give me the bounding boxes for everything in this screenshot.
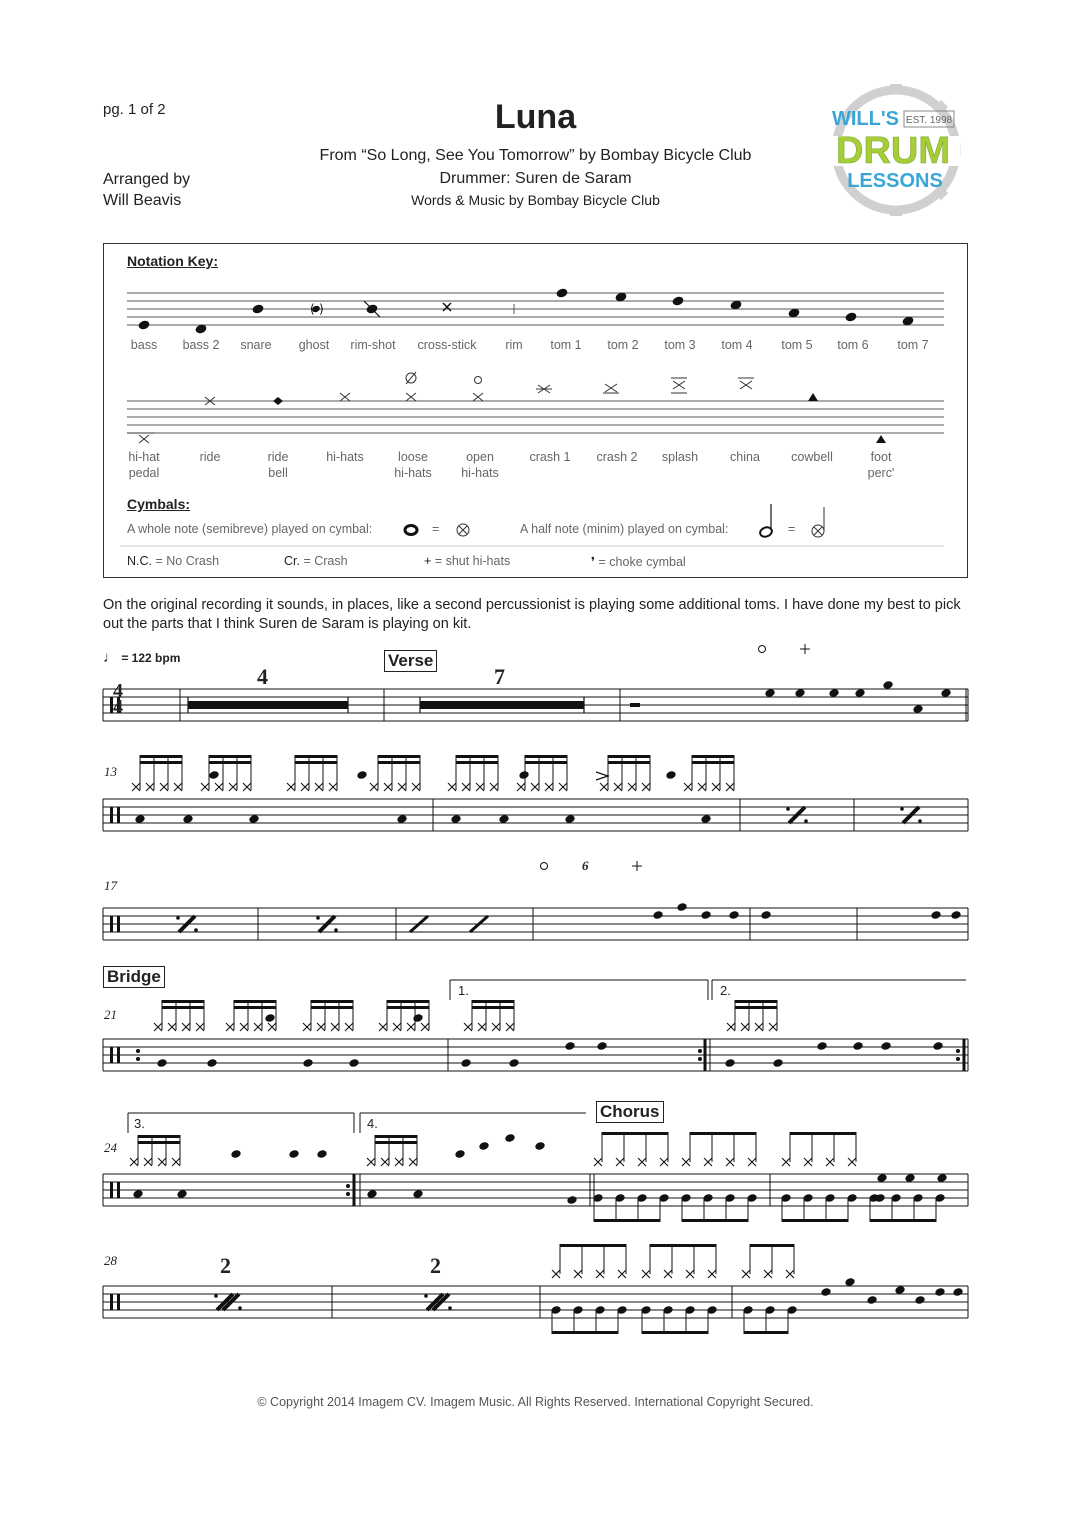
repeat-dot bbox=[346, 1192, 350, 1196]
drum-note bbox=[760, 910, 771, 920]
drum-note bbox=[454, 1149, 465, 1159]
key-label-ride: ride bbox=[199, 450, 221, 464]
half-rest bbox=[630, 703, 640, 707]
beam bbox=[295, 761, 337, 764]
album-credit: From “So Long, See You Tomorrow” by Bombay Bicycle Club bbox=[319, 147, 752, 164]
beam bbox=[387, 1000, 429, 1003]
key-label-tom-4: tom 4 bbox=[721, 338, 753, 352]
beam bbox=[472, 1000, 514, 1003]
repeat-dot bbox=[900, 807, 904, 811]
arranger-name: Will Beavis bbox=[103, 192, 182, 209]
svg-text:): ) bbox=[319, 302, 324, 316]
repeat-dot bbox=[136, 1049, 140, 1053]
ending-3: 3. bbox=[134, 1116, 145, 1131]
repeat-dot bbox=[448, 1306, 452, 1310]
multirest-bar bbox=[420, 701, 584, 709]
percussion-clef bbox=[117, 916, 120, 932]
drum-note bbox=[866, 1295, 877, 1305]
drum-note bbox=[316, 1149, 327, 1159]
repeat-dot bbox=[956, 1057, 960, 1061]
drum-note bbox=[665, 770, 676, 780]
beam bbox=[472, 1006, 514, 1009]
percussion-clef bbox=[117, 1294, 120, 1310]
percussion-clef bbox=[110, 1047, 113, 1063]
key-label-ride-bell: ride bell bbox=[267, 450, 289, 480]
drum-note bbox=[518, 770, 529, 780]
drum-note bbox=[700, 910, 711, 920]
arranged-by-label: Arranged by bbox=[103, 171, 191, 188]
cymbals-title: Cymbals: bbox=[127, 496, 191, 512]
percussion-clef bbox=[110, 916, 113, 932]
beam bbox=[234, 1000, 276, 1003]
measure-number-24: 24 bbox=[104, 1140, 117, 1155]
key-label-ghost: ghost bbox=[298, 338, 330, 352]
key-label-splash: splash bbox=[661, 450, 699, 464]
percussion-clef bbox=[110, 1294, 113, 1310]
tempo-marking: ♩ = 122 bpm bbox=[103, 649, 181, 666]
bass-note bbox=[206, 1058, 217, 1068]
beam bbox=[209, 761, 251, 764]
percussion-clef bbox=[117, 807, 120, 823]
key-label-snare: snare bbox=[240, 338, 272, 352]
key-label-china: china bbox=[730, 450, 760, 464]
beam bbox=[650, 1244, 716, 1247]
percussion-clef bbox=[110, 1182, 113, 1198]
beam bbox=[375, 1135, 417, 1138]
half-note-equals: = bbox=[788, 522, 796, 536]
beam bbox=[744, 1331, 788, 1334]
drum-note bbox=[564, 1041, 575, 1051]
measure-number-28: 28 bbox=[104, 1253, 117, 1268]
legend-choke-cymbal: ❜ = choke cymbal bbox=[591, 555, 686, 569]
ending-2: 2. bbox=[720, 983, 731, 998]
beam bbox=[552, 1331, 618, 1334]
repeat-dot bbox=[316, 916, 320, 920]
repeat-dot bbox=[176, 916, 180, 920]
drum-note bbox=[208, 770, 219, 780]
song-title: Luna bbox=[494, 98, 577, 136]
key-label-rim: rim bbox=[505, 338, 523, 352]
repeat-count-2a: 2 bbox=[220, 1253, 231, 1278]
accent-mark bbox=[596, 772, 608, 780]
beam bbox=[692, 761, 734, 764]
legend-crash: Cr. = Crash bbox=[284, 554, 348, 568]
repeat-dot bbox=[194, 928, 198, 932]
repeat-dot bbox=[214, 1294, 218, 1298]
key-label-loose-hi-hats: loose hi-hats bbox=[394, 450, 432, 480]
beam bbox=[378, 761, 420, 764]
beam bbox=[790, 1132, 856, 1135]
beam bbox=[162, 1006, 204, 1009]
percussion-clef bbox=[117, 1047, 120, 1063]
section-bridge: Bridge bbox=[103, 966, 165, 988]
drum-note bbox=[930, 910, 941, 920]
key-label-foot-perc: foot perc' bbox=[867, 450, 895, 480]
key-label-hi-hat-pedal: hi-hat pedal bbox=[128, 450, 160, 480]
songwriter-credit: Words & Music by Bombay Bicycle Club bbox=[411, 192, 660, 208]
percussion-clef bbox=[117, 1182, 120, 1198]
key-label-tom-6: tom 6 bbox=[837, 338, 869, 352]
drum-note bbox=[356, 770, 367, 780]
beam bbox=[138, 1141, 180, 1144]
key-label-bass-2: bass 2 bbox=[182, 338, 220, 352]
drum-note bbox=[816, 1041, 827, 1051]
half-note-description: A half note (minim) played on cymbal: bbox=[520, 522, 729, 536]
drum-note bbox=[952, 1287, 963, 1297]
key-label-tom-1: tom 1 bbox=[550, 338, 582, 352]
drum-note bbox=[504, 1133, 515, 1143]
drum-note bbox=[596, 1041, 607, 1051]
key-label-open-hi-hats: open hi-hats bbox=[461, 450, 499, 480]
repeat-count-2b: 2 bbox=[430, 1253, 441, 1278]
beam bbox=[140, 761, 182, 764]
beam bbox=[602, 1132, 668, 1135]
drum-note bbox=[288, 1149, 299, 1159]
beam bbox=[378, 755, 420, 758]
drummer-credit: Drummer: Suren de Saram bbox=[439, 170, 632, 187]
ending-1: 1. bbox=[458, 983, 469, 998]
measure-number-13: 13 bbox=[104, 764, 117, 779]
drum-note bbox=[932, 1041, 943, 1051]
key-label-cowbell: cowbell bbox=[791, 450, 833, 464]
beam bbox=[234, 1006, 276, 1009]
logo-est: EST. 1998 bbox=[905, 115, 953, 126]
performance-note: On the original recording it sounds, in places, like a second percussionist is playing some additional toms. I have done my best to pick out the parts that I think Suren de Saram is playing on kit. bbox=[103, 597, 961, 632]
beam bbox=[525, 755, 567, 758]
beam bbox=[560, 1244, 626, 1247]
repeat-dot bbox=[918, 819, 922, 823]
beam bbox=[735, 1000, 777, 1003]
bass-note bbox=[724, 1058, 735, 1068]
beam bbox=[682, 1219, 748, 1222]
beam bbox=[735, 1006, 777, 1009]
drum-note bbox=[534, 1141, 545, 1151]
beam bbox=[138, 1135, 180, 1138]
bass-note bbox=[302, 1058, 313, 1068]
drum-note bbox=[934, 1287, 945, 1297]
drum-note bbox=[412, 1013, 423, 1023]
repeat-dot bbox=[136, 1057, 140, 1061]
beam bbox=[750, 1244, 794, 1247]
logo-drum: DRUM bbox=[836, 130, 950, 172]
beam bbox=[456, 755, 498, 758]
repeat-dot bbox=[238, 1306, 242, 1310]
whole-note-description: A whole note (semibreve) played on cymbal: bbox=[127, 522, 373, 536]
beam bbox=[209, 755, 251, 758]
time-signature: 4 4 bbox=[113, 680, 123, 718]
drum-note bbox=[914, 1295, 925, 1305]
ending-4: 4. bbox=[367, 1116, 378, 1131]
bass-note bbox=[156, 1058, 167, 1068]
drum-note bbox=[676, 902, 687, 912]
repeat-dot bbox=[956, 1049, 960, 1053]
beam bbox=[140, 755, 182, 758]
beam bbox=[692, 755, 734, 758]
key-label-tom-5: tom 5 bbox=[781, 338, 813, 352]
logo-lessons: LESSONS bbox=[847, 170, 943, 192]
repeat-dot bbox=[786, 807, 790, 811]
bass-note bbox=[772, 1058, 783, 1068]
beam bbox=[375, 1141, 417, 1144]
multirest-bar bbox=[188, 701, 348, 709]
drum-note bbox=[880, 1041, 891, 1051]
quarter-note-icon: ♩ bbox=[103, 649, 118, 666]
svg-text:(: ( bbox=[310, 302, 315, 316]
key-label-tom-7: tom 7 bbox=[897, 338, 929, 352]
key-label-crash-2: crash 2 bbox=[596, 450, 638, 464]
drum-note bbox=[950, 910, 961, 920]
beam bbox=[387, 1006, 429, 1009]
section-verse: Verse bbox=[384, 650, 437, 672]
key-label-tom-2: tom 2 bbox=[607, 338, 639, 352]
key-label-bass: bass bbox=[130, 338, 158, 352]
key-label-crash-1: crash 1 bbox=[529, 450, 571, 464]
measure-number-17: 17 bbox=[104, 878, 117, 893]
bass-note bbox=[348, 1058, 359, 1068]
beam bbox=[594, 1219, 660, 1222]
multirest-count-4: 4 bbox=[257, 664, 268, 689]
key-label-hi-hats: hi-hats bbox=[326, 450, 364, 464]
bass-note bbox=[566, 1195, 577, 1205]
measure-number-21: 21 bbox=[104, 1007, 117, 1022]
repeat-dot bbox=[424, 1294, 428, 1298]
legend-shut-hi-hats: + = shut hi-hats bbox=[424, 554, 511, 568]
beam bbox=[525, 761, 567, 764]
copyright-notice: © Copyright 2014 Imagem CV. Imagem Music. All Rights Reserved. International Copyright Secured. bbox=[257, 1395, 814, 1409]
drum-note bbox=[264, 1013, 275, 1023]
repeat-dot bbox=[804, 819, 808, 823]
notation-key-title: Notation Key: bbox=[127, 253, 218, 269]
beam bbox=[311, 1006, 353, 1009]
multirest-count-7: 7 bbox=[494, 664, 505, 689]
beam bbox=[456, 761, 498, 764]
drum-note bbox=[820, 1287, 831, 1297]
beam bbox=[311, 1000, 353, 1003]
drum-note bbox=[478, 1141, 489, 1151]
beam bbox=[295, 755, 337, 758]
beam bbox=[162, 1000, 204, 1003]
whole-note-equals: = bbox=[432, 522, 440, 536]
legend-no-crash: N.C. = No Crash bbox=[127, 554, 220, 568]
drum-note bbox=[728, 910, 739, 920]
beam bbox=[870, 1219, 936, 1222]
beam bbox=[608, 761, 650, 764]
drum-note bbox=[652, 910, 663, 920]
tuplet-6: 6 bbox=[582, 858, 589, 873]
logo-wills: WILL'S bbox=[832, 108, 899, 130]
repeat-dot bbox=[698, 1049, 702, 1053]
open-hihat-mark bbox=[759, 646, 766, 653]
repeat-dot bbox=[334, 928, 338, 932]
drum-note bbox=[852, 1041, 863, 1051]
page-number: pg. 1 of 2 bbox=[103, 101, 166, 118]
beam bbox=[690, 1132, 756, 1135]
key-label-cross-stick: cross-stick bbox=[417, 338, 477, 352]
key-label-tom-3: tom 3 bbox=[664, 338, 696, 352]
repeat-dot bbox=[698, 1057, 702, 1061]
open-hihat-mark bbox=[541, 863, 548, 870]
drum-note bbox=[230, 1149, 241, 1159]
beam bbox=[782, 1219, 848, 1222]
percussion-clef bbox=[110, 807, 113, 823]
beam bbox=[642, 1331, 708, 1334]
bass-note bbox=[460, 1058, 471, 1068]
beam bbox=[608, 755, 650, 758]
bass-note bbox=[508, 1058, 519, 1068]
repeat-dot bbox=[346, 1184, 350, 1188]
section-chorus: Chorus bbox=[596, 1101, 664, 1123]
key-label-rim-shot: rim-shot bbox=[350, 338, 396, 352]
